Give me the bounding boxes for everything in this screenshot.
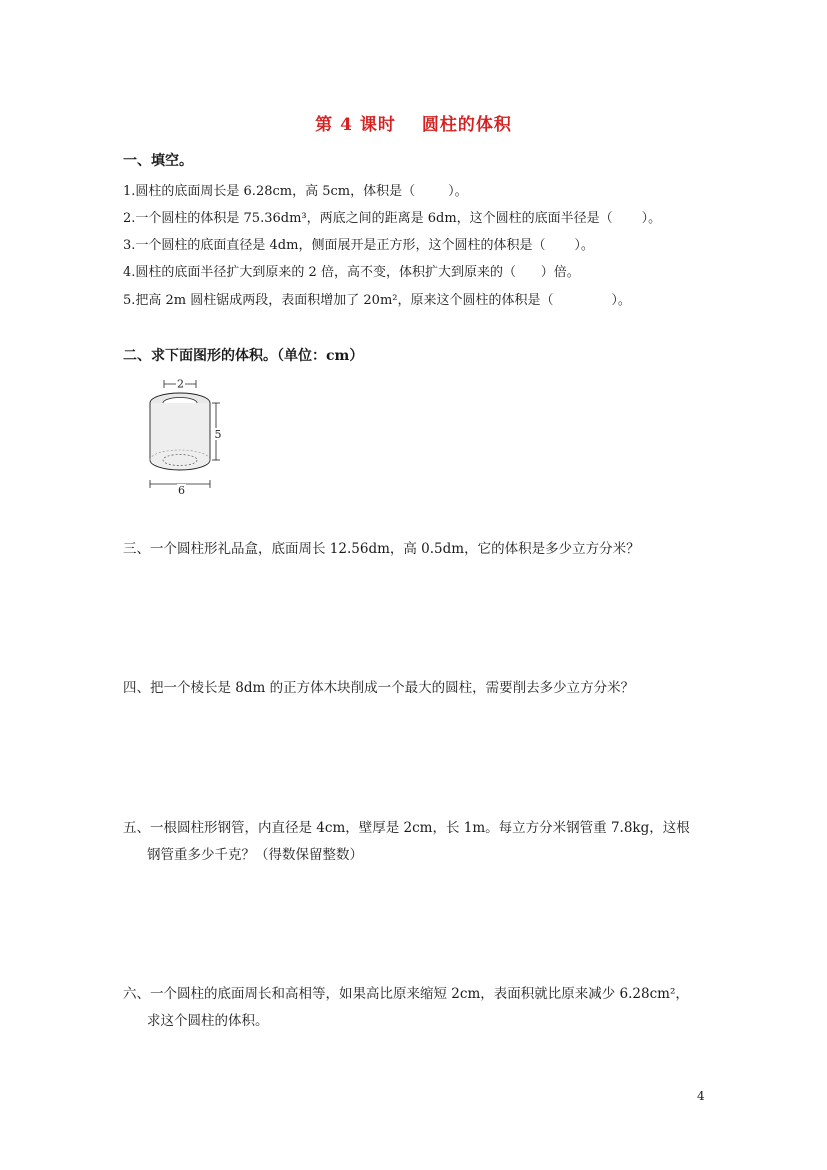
problem-6-line1: 六、一个圆柱的底面周长和高相等，如果高比原来缩短 2cm，表面积就比原来减少 6.28cm²， (123, 986, 689, 1002)
hollow-cylinder-figure (143, 372, 223, 496)
answer-blank-5[interactable] (553, 293, 611, 308)
lesson-name: 圆柱的体积 (421, 115, 512, 135)
answer-blank-3[interactable] (545, 238, 574, 253)
problem-5-line2: 钢管重多少千克？（得数保留整数） (147, 847, 363, 863)
section-volume-heading: 二、求下面图形的体积。（单位：cm） (123, 348, 364, 364)
fill-blank-item-5: 5.把高 2m 圆柱锯成两段，表面积增加了 20m²，原来这个圆柱的体积是（ ）。 (123, 293, 631, 308)
problem-3-text: 三、一个圆柱形礼品盒，底面周长 12.56dm，高 0.5dm，它的体积是多少立方分米？ (123, 541, 640, 557)
figure-bottom-label: 6 (178, 484, 185, 496)
fill-blank-item-1: 1.圆柱的底面周长是 6.28cm，高 5cm，体积是（ ）。 (123, 184, 468, 199)
problem-6 (123, 981, 689, 1035)
problem-5 (123, 815, 690, 869)
page-title (0, 110, 827, 135)
figure-side-label: 5 (214, 428, 222, 441)
figure-top-label: 2 (177, 377, 184, 391)
problem-4 (123, 675, 634, 702)
answer-blank-2[interactable] (613, 211, 642, 226)
fill-blank-item-2: 2.一个圆柱的体积是 75.36dm³，两底之间的距离是 6dm，这个圆柱的底面半径是（ ）。 (123, 211, 662, 226)
problem-4-text: 四、把一个棱长是 8dm 的正方体木块削成一个最大的圆柱，需要削去多少立方分米？ (123, 680, 635, 696)
lesson-number: 第 4 课时 (315, 115, 396, 135)
section-fill-blank-heading: 一、填空。 (123, 153, 193, 169)
answer-blank-1[interactable] (415, 184, 448, 199)
problem-5-line1: 五、一根圆柱形钢管，内直径是 4cm，壁厚是 2cm，长 1m。每立方分米钢管重 7.8kg，这根 (123, 820, 690, 836)
problem-3 (123, 536, 640, 563)
page-number: 4 (697, 1089, 705, 1103)
answer-blank-4[interactable] (516, 265, 541, 280)
fill-blank-item-4: 4.圆柱的底面半径扩大到原来的 2 倍，高不变，体积扩大到原来的（ ）倍。 (123, 265, 580, 280)
fill-blank-item-3: 3.一个圆柱的底面直径是 4dm，侧面展开是正方形，这个圆柱的体积是（ ）。 (123, 238, 594, 253)
problem-6-line2: 求这个圆柱的体积。 (147, 1013, 269, 1029)
